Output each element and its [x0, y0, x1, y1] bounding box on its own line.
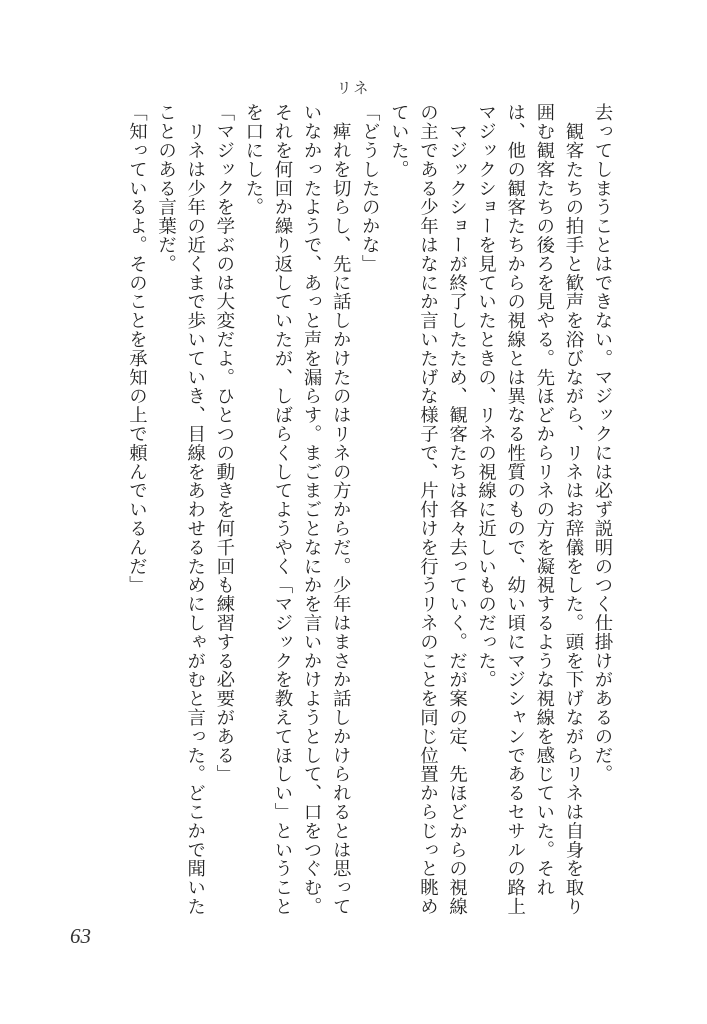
- running-head: リネ: [336, 79, 371, 97]
- text-line: 「どうしたのかな」: [359, 103, 381, 274]
- text-line: 囲む観客たちの後ろを見やる。先ほどからリネの方を凝視するような視線を感じていた。それ: [533, 103, 555, 897]
- text-line: 「マジックを学ぶのは大変だよ。ひとつの動きを何千回も練習する必要がある」: [213, 103, 235, 784]
- vertical-body-text: [122, 103, 617, 916]
- text-line: 観客たちの拍手と歓声を浴びながら、リネはお辞儀をした。頭を下げながらリネは自身を取り: [562, 103, 584, 916]
- text-line: の主である少年はなにか言いたげな様子で、片付けを行うリネのことを同じ位置からじっと眺め: [417, 103, 439, 916]
- text-line: いなかったようで、あっと声を漏らす。まごまごとなにかを言いかけようとして、口をつぐむ。: [301, 103, 323, 916]
- page-number: 63: [70, 924, 91, 948]
- text-line: 去ってしまうことはできない。マジックには必ず説明のつく仕掛けがあるのだ。: [592, 103, 613, 784]
- text-line: は、他の観客たちからの視線とは異なる性質のもので、幼い頃にマジシャンであるセサルの路上: [504, 103, 526, 916]
- text-line: 「知っているよ。そのことを承知の上で頼んでいるんだ」: [126, 103, 148, 595]
- text-line: リネは少年の近くまで歩いていき、目線をあわせるためにしゃがむと言った。どこかで聞いた: [184, 103, 206, 916]
- text-line: マジックショーが終了したため、観客たちは各々去っていく。だが案の定、先ほどからの視線: [446, 103, 468, 916]
- text-line: を口にした。: [242, 103, 264, 217]
- text-line: ことのある言葉だ。: [155, 103, 177, 274]
- text-line: ていた。: [388, 103, 410, 179]
- text-line: 痺れを切らし、先に話しかけたのはリネの方からだ。少年はまさか話しかけられるとは思って: [330, 103, 352, 916]
- text-line: マジックショーを見ていたときの、リネの視線に近しいものだった。: [475, 103, 497, 689]
- text-line: それを何回か繰り返していたが、しばらくしてようやく「マジックを教えてほしい」ということ: [271, 103, 293, 916]
